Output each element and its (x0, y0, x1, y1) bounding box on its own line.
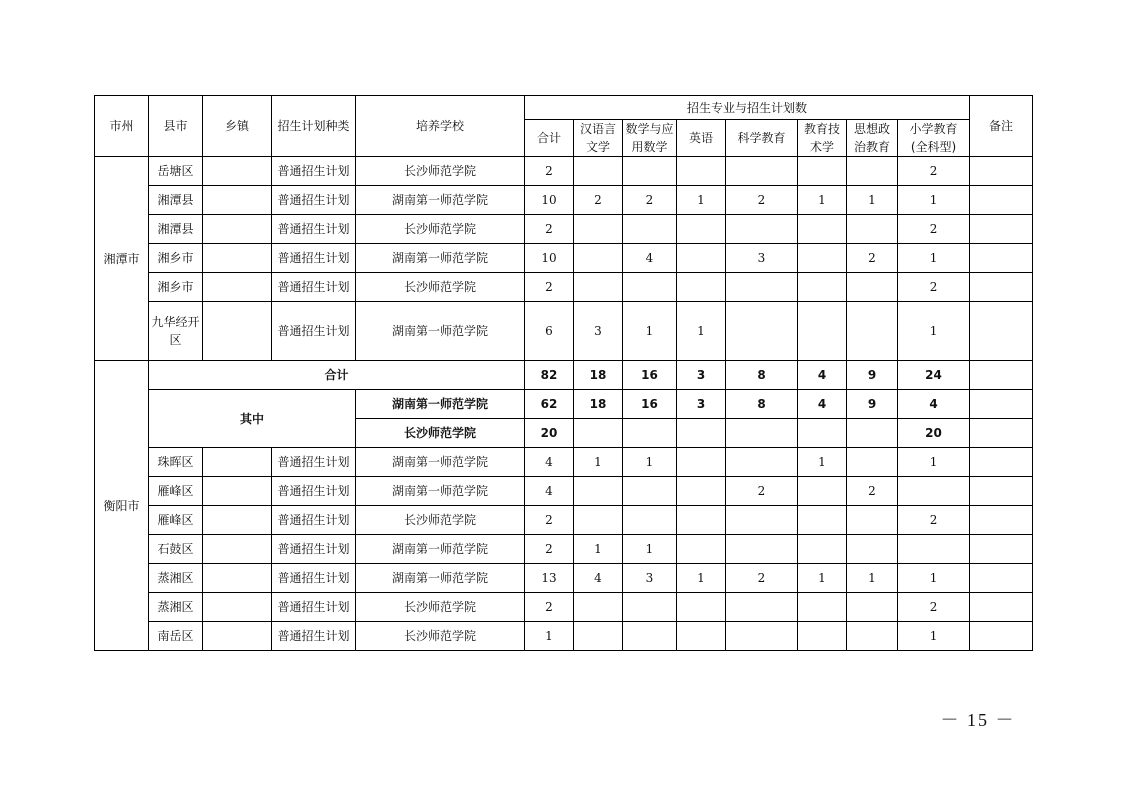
value-cell: 3 (726, 244, 798, 273)
value-cell (847, 535, 898, 564)
school-cell: 长沙师范学院 (356, 273, 525, 302)
value-cell: 1 (574, 535, 623, 564)
plan-type-cell: 普通招生计划 (272, 186, 356, 215)
subtotal-value: 20 (525, 419, 574, 448)
total-value: 24 (898, 361, 970, 390)
subtotal-value: 62 (525, 390, 574, 419)
town-cell (203, 157, 272, 186)
town-cell (203, 244, 272, 273)
value-cell: 10 (525, 186, 574, 215)
value-cell (623, 157, 677, 186)
value-cell (847, 157, 898, 186)
value-cell (726, 593, 798, 622)
table-row (95, 564, 1033, 593)
header-city: 市州 (95, 96, 149, 157)
subtotal-value: 3 (677, 390, 726, 419)
town-cell (203, 506, 272, 535)
school-cell: 长沙师范学院 (356, 622, 525, 651)
value-cell: 2 (525, 273, 574, 302)
value-cell (574, 593, 623, 622)
value-cell (574, 215, 623, 244)
value-cell: 2 (525, 157, 574, 186)
value-cell (726, 273, 798, 302)
table-row (95, 215, 1033, 244)
value-cell: 2 (574, 186, 623, 215)
value-cell: 1 (898, 302, 970, 361)
table-row (95, 186, 1033, 215)
county-cell: 雁峰区 (149, 477, 203, 506)
school-cell: 湖南第一师范学院 (356, 448, 525, 477)
subtotal-value (798, 419, 847, 448)
subtotal-value: 4 (798, 390, 847, 419)
value-cell (798, 506, 847, 535)
value-cell: 4 (623, 244, 677, 273)
value-cell (677, 215, 726, 244)
table-row (95, 448, 1033, 477)
remark-cell (970, 157, 1033, 186)
subtotal-value (677, 419, 726, 448)
value-cell: 2 (525, 215, 574, 244)
subtotal-value: 4 (898, 390, 970, 419)
value-cell (623, 273, 677, 302)
table-row (95, 622, 1033, 651)
school-cell: 湖南第一师范学院 (356, 186, 525, 215)
header-school: 培养学校 (356, 96, 525, 157)
value-cell: 3 (574, 302, 623, 361)
value-cell (726, 215, 798, 244)
town-cell (203, 535, 272, 564)
remark-cell (970, 506, 1033, 535)
table-row (95, 273, 1033, 302)
school-cell: 湖南第一师范学院 (356, 564, 525, 593)
header-major: 合计 (525, 120, 574, 157)
total-label: 合计 (149, 361, 525, 390)
subtotal-row (95, 390, 1033, 419)
plan-type-cell: 普通招生计划 (272, 448, 356, 477)
value-cell: 1 (677, 564, 726, 593)
value-cell (677, 535, 726, 564)
value-cell: 2 (726, 564, 798, 593)
county-cell: 雁峰区 (149, 506, 203, 535)
subtotal-school: 湖南第一师范学院 (356, 390, 525, 419)
value-cell (677, 157, 726, 186)
remark-cell (970, 390, 1033, 419)
value-cell (623, 593, 677, 622)
value-cell (847, 506, 898, 535)
plan-type-cell: 普通招生计划 (272, 244, 356, 273)
value-cell: 2 (898, 273, 970, 302)
value-cell: 1 (623, 535, 677, 564)
value-cell (847, 622, 898, 651)
value-cell (898, 535, 970, 564)
value-cell (574, 273, 623, 302)
plan-type-cell: 普通招生计划 (272, 622, 356, 651)
school-cell: 湖南第一师范学院 (356, 477, 525, 506)
county-cell: 珠晖区 (149, 448, 203, 477)
value-cell: 1 (677, 186, 726, 215)
school-cell: 长沙师范学院 (356, 593, 525, 622)
value-cell: 2 (726, 477, 798, 506)
value-cell (726, 506, 798, 535)
value-cell: 3 (623, 564, 677, 593)
remark-cell (970, 477, 1033, 506)
remark-cell (970, 215, 1033, 244)
total-row (95, 361, 1033, 390)
town-cell (203, 448, 272, 477)
value-cell (677, 273, 726, 302)
value-cell (677, 593, 726, 622)
value-cell: 1 (623, 302, 677, 361)
school-cell: 湖南第一师范学院 (356, 244, 525, 273)
of-which-label: 其中 (149, 390, 356, 448)
value-cell: 1 (798, 186, 847, 215)
value-cell: 2 (898, 157, 970, 186)
value-cell (574, 157, 623, 186)
header-major: 汉语言 文学 (574, 120, 623, 157)
value-cell (726, 448, 798, 477)
town-cell (203, 564, 272, 593)
value-cell (677, 477, 726, 506)
value-cell (798, 477, 847, 506)
value-cell (677, 448, 726, 477)
table-row (95, 244, 1033, 273)
header-major: 思想政 治教育 (847, 120, 898, 157)
value-cell (677, 244, 726, 273)
value-cell: 1 (898, 564, 970, 593)
value-cell: 1 (898, 622, 970, 651)
county-cell: 湘潭县 (149, 215, 203, 244)
subtotal-value: 16 (623, 390, 677, 419)
value-cell: 4 (574, 564, 623, 593)
value-cell: 2 (623, 186, 677, 215)
county-cell: 湘乡市 (149, 244, 203, 273)
value-cell (798, 622, 847, 651)
total-value: 18 (574, 361, 623, 390)
value-cell (898, 477, 970, 506)
school-cell: 长沙师范学院 (356, 157, 525, 186)
value-cell (623, 215, 677, 244)
value-cell: 1 (847, 186, 898, 215)
total-value: 8 (726, 361, 798, 390)
header-major: 数学与应 用数学 (623, 120, 677, 157)
remark-cell (970, 535, 1033, 564)
value-cell: 2 (898, 593, 970, 622)
remark-cell (970, 361, 1033, 390)
town-cell (203, 186, 272, 215)
value-cell (726, 535, 798, 564)
header-major: 教育技 术学 (798, 120, 847, 157)
school-cell: 长沙师范学院 (356, 215, 525, 244)
value-cell (574, 622, 623, 651)
remark-cell (970, 564, 1033, 593)
town-cell (203, 273, 272, 302)
total-value: 9 (847, 361, 898, 390)
value-cell: 4 (525, 477, 574, 506)
subtotal-value: 8 (726, 390, 798, 419)
town-cell (203, 622, 272, 651)
value-cell: 2 (898, 506, 970, 535)
value-cell (574, 506, 623, 535)
value-cell: 2 (525, 506, 574, 535)
value-cell (623, 477, 677, 506)
value-cell (798, 535, 847, 564)
header-county: 县市 (149, 96, 203, 157)
value-cell: 1 (898, 186, 970, 215)
subtotal-value: 9 (847, 390, 898, 419)
plan-type-cell: 普通招生计划 (272, 477, 356, 506)
value-cell: 4 (525, 448, 574, 477)
county-cell: 岳塘区 (149, 157, 203, 186)
header-remark: 备注 (970, 96, 1033, 157)
value-cell (847, 302, 898, 361)
county-cell: 蒸湘区 (149, 564, 203, 593)
school-cell: 湖南第一师范学院 (356, 535, 525, 564)
county-cell: 石鼓区 (149, 535, 203, 564)
plan-type-cell: 普通招生计划 (272, 157, 356, 186)
value-cell: 1 (623, 448, 677, 477)
header-major: 科学教育 (726, 120, 798, 157)
total-value: 3 (677, 361, 726, 390)
header-major: 小学教育 (全科型) (898, 120, 970, 157)
plan-type-cell: 普通招生计划 (272, 506, 356, 535)
county-cell: 湘乡市 (149, 273, 203, 302)
school-cell: 湖南第一师范学院 (356, 302, 525, 361)
subtotal-value (574, 419, 623, 448)
value-cell (677, 506, 726, 535)
county-cell: 南岳区 (149, 622, 203, 651)
remark-cell (970, 419, 1033, 448)
total-value: 82 (525, 361, 574, 390)
value-cell: 1 (574, 448, 623, 477)
subtotal-value (847, 419, 898, 448)
remark-cell (970, 244, 1033, 273)
plan-type-cell: 普通招生计划 (272, 593, 356, 622)
value-cell: 2 (847, 244, 898, 273)
subtotal-value (726, 419, 798, 448)
value-cell (677, 622, 726, 651)
value-cell (798, 302, 847, 361)
value-cell: 2 (847, 477, 898, 506)
remark-cell (970, 302, 1033, 361)
town-cell (203, 302, 272, 361)
page-number: － 15 － (940, 710, 1016, 730)
enrollment-plan-table (94, 95, 1033, 651)
value-cell: 1 (898, 448, 970, 477)
value-cell (574, 477, 623, 506)
value-cell (798, 244, 847, 273)
county-cell: 湘潭县 (149, 186, 203, 215)
total-value: 4 (798, 361, 847, 390)
table-row (95, 506, 1033, 535)
subtotal-value: 20 (898, 419, 970, 448)
value-cell (847, 273, 898, 302)
value-cell: 13 (525, 564, 574, 593)
county-cell: 蒸湘区 (149, 593, 203, 622)
table-row (95, 593, 1033, 622)
value-cell (847, 448, 898, 477)
value-cell (623, 506, 677, 535)
header-majors-group: 招生专业与招生计划数 (525, 96, 970, 120)
remark-cell (970, 448, 1033, 477)
value-cell: 2 (898, 215, 970, 244)
value-cell (726, 622, 798, 651)
table-row (95, 477, 1033, 506)
city-cell: 衡阳市 (95, 361, 149, 651)
plan-type-cell: 普通招生计划 (272, 215, 356, 244)
plan-type-cell: 普通招生计划 (272, 564, 356, 593)
remark-cell (970, 186, 1033, 215)
value-cell: 6 (525, 302, 574, 361)
value-cell: 10 (525, 244, 574, 273)
value-cell (798, 273, 847, 302)
value-cell (623, 622, 677, 651)
value-cell: 1 (898, 244, 970, 273)
value-cell (847, 593, 898, 622)
subtotal-value (623, 419, 677, 448)
value-cell (798, 157, 847, 186)
town-cell (203, 477, 272, 506)
value-cell (847, 215, 898, 244)
remark-cell (970, 622, 1033, 651)
value-cell: 1 (798, 564, 847, 593)
plan-type-cell: 普通招生计划 (272, 273, 356, 302)
value-cell: 2 (525, 535, 574, 564)
value-cell (726, 302, 798, 361)
value-cell: 2 (726, 186, 798, 215)
header-town: 乡镇 (203, 96, 272, 157)
value-cell (798, 215, 847, 244)
header-plan-type: 招生计划种类 (272, 96, 356, 157)
value-cell: 1 (677, 302, 726, 361)
total-value: 16 (623, 361, 677, 390)
town-cell (203, 593, 272, 622)
value-cell: 2 (525, 593, 574, 622)
school-cell: 长沙师范学院 (356, 506, 525, 535)
header-major: 英语 (677, 120, 726, 157)
table-row (95, 535, 1033, 564)
value-cell: 1 (847, 564, 898, 593)
subtotal-school: 长沙师范学院 (356, 419, 525, 448)
value-cell (574, 244, 623, 273)
remark-cell (970, 273, 1033, 302)
city-cell: 湘潭市 (95, 157, 149, 361)
remark-cell (970, 593, 1033, 622)
value-cell: 1 (798, 448, 847, 477)
table-row (95, 157, 1033, 186)
county-cell: 九华经开 区 (149, 302, 203, 361)
subtotal-value: 18 (574, 390, 623, 419)
value-cell: 1 (525, 622, 574, 651)
plan-type-cell: 普通招生计划 (272, 535, 356, 564)
table-row (95, 302, 1033, 361)
town-cell (203, 215, 272, 244)
value-cell (798, 593, 847, 622)
value-cell (726, 157, 798, 186)
plan-type-cell: 普通招生计划 (272, 302, 356, 361)
